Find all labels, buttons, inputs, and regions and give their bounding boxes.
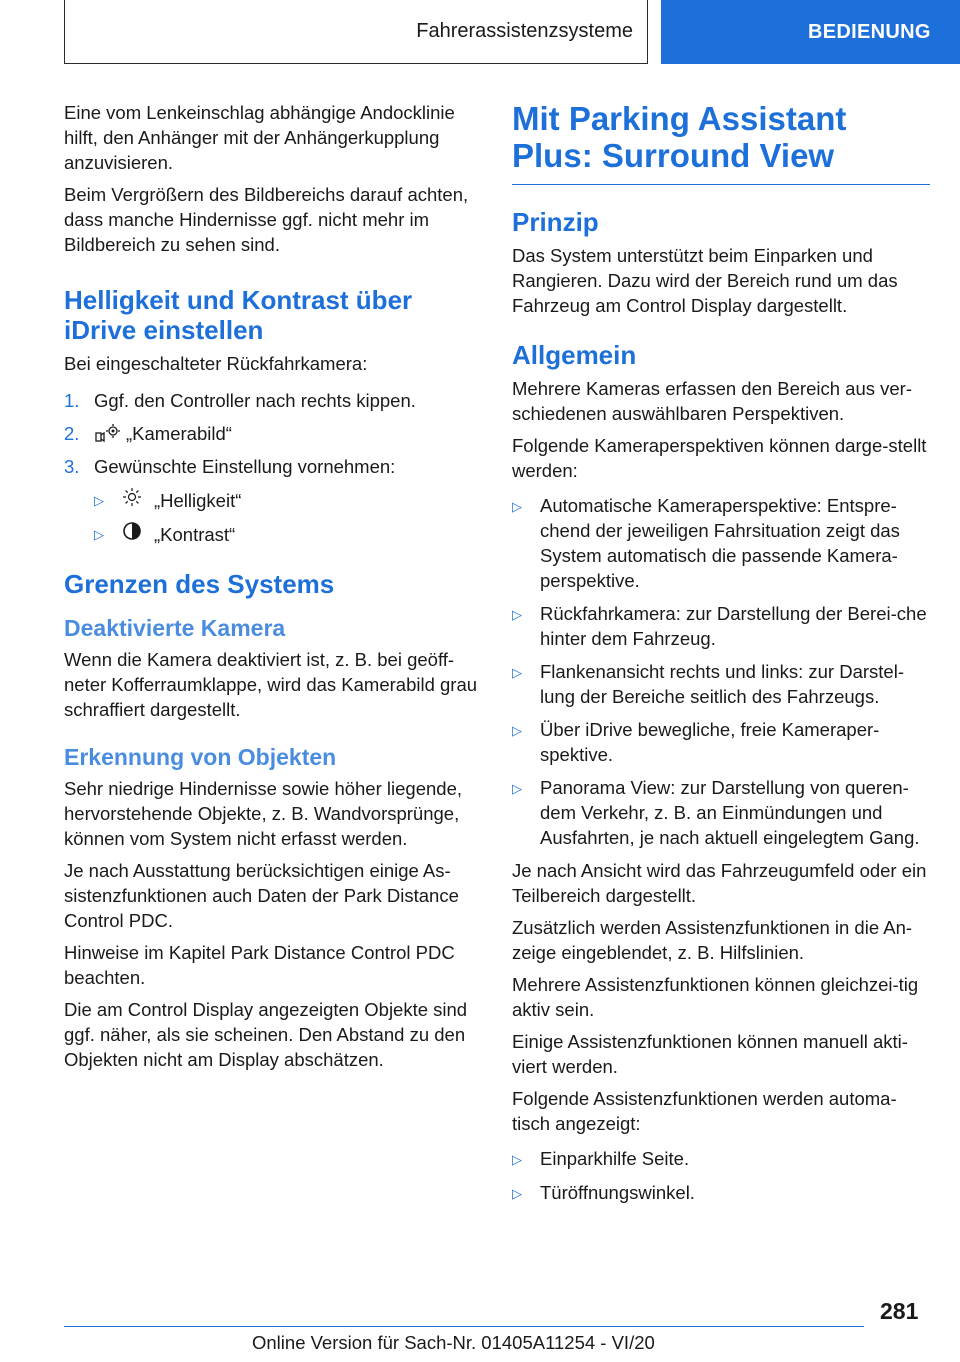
- list-item-text: Panorama View: zur Darstellung von queren-dem Verkehr, z. B. an Einmündungen und Ausfahrten, je nach aktuell eingelegtem Gang.: [540, 777, 920, 848]
- footer-online-version: Online Version für Sach-Nr. 01405A11254 - VI/20: [252, 1332, 655, 1353]
- paragraph: Bei eingeschalteter Rückfahrkamera:: [64, 353, 368, 374]
- right-column: [512, 100, 930, 1214]
- list-item: [64, 421, 484, 446]
- triangle-bullet-icon: ▷: [512, 607, 522, 622]
- paragraph: Die am Control Display angezeigten Objekte sind ggf. näher, als sie scheinen. Den Abstand zu den Objekten nicht am Display abschätzen.: [64, 999, 468, 1070]
- paragraph: Beim Vergrößern des Bildbereichs darauf achten, dass manche Hindernisse ggf. nicht mehr im Bildbereich zu sehen sind.: [64, 184, 469, 255]
- list-item: [64, 388, 484, 413]
- heading-brightness-contrast: Helligkeit und Kontrast über iDrive einstellen: [64, 285, 413, 345]
- triangle-bullet-icon: ▷: [94, 526, 104, 542]
- heading-object-detection: Erkennung von Objekten: [64, 744, 337, 770]
- list-item: [512, 659, 930, 709]
- list-item: [512, 1180, 930, 1206]
- list-item: [512, 1146, 930, 1172]
- list-item: [512, 717, 930, 767]
- step-number: 2.: [64, 423, 80, 444]
- list-item: [94, 487, 484, 513]
- header-section-title: Fahrerassistenzsysteme: [416, 20, 633, 42]
- contrast-icon: [122, 521, 154, 547]
- list-item-text: Türöffnungswinkel.: [540, 1182, 695, 1203]
- substep-text: „Helligkeit“: [154, 489, 242, 511]
- footer-divider: [64, 1326, 864, 1327]
- paragraph: Das System unterstützt beim Einparken und Rangieren. Dazu wird der Bereich rund um das Fahrzeug am Control Display dargestellt.: [512, 245, 898, 316]
- paragraph: Sehr niedrige Hindernisse sowie höher liegende, hervorstehende Objekte, z. B. Wandvorsprünge, können vom System nicht erfasst werden.: [64, 778, 462, 849]
- substep-text: „Kontrast“: [154, 523, 236, 545]
- list-item: [512, 601, 930, 651]
- paragraph: Zusätzlich werden Assistenzfunktionen in die An-zeige eingeblendet, z. B. Hilfslinien.: [512, 917, 913, 963]
- step-text: „Kamerabild“: [126, 423, 232, 444]
- heading-system-limits: Grenzen des Systems: [64, 569, 335, 599]
- paragraph: Hinweise im Kapitel Park Distance Control PDC beachten.: [64, 942, 455, 988]
- list-item-text: Einparkhilfe Seite.: [540, 1148, 690, 1169]
- brightness-icon: [122, 487, 154, 513]
- paragraph: Eine vom Lenkeinschlag abhängige Andocklinie hilft, den Anhänger mit der Anhängerkupplung anzuvisieren.: [64, 102, 455, 173]
- paragraph: Mehrere Kameras erfassen den Bereich aus ver-schiedenen auswählbaren Perspektiven.: [512, 378, 912, 424]
- paragraph: Folgende Kameraperspektiven können darge-stellt werden:: [512, 435, 927, 481]
- header-chapter-title: BEDIENUNG: [808, 20, 931, 43]
- steps-list: [64, 388, 484, 547]
- paragraph: Je nach Ausstattung berücksichtigen einige As-sistenzfunktionen auch Daten der Park Distance Control PDC.: [64, 860, 459, 931]
- auto-functions-list: [512, 1146, 930, 1206]
- list-item: [512, 775, 930, 850]
- paragraph: Mehrere Assistenzfunktionen können gleichzei-tig aktiv sein.: [512, 974, 919, 1020]
- list-item: [64, 454, 484, 479]
- heading-divider: [512, 184, 930, 185]
- heading-surround-view: Mit Parking Assistant Plus: Surround View: [512, 100, 847, 174]
- perspectives-list: [512, 493, 930, 850]
- camera-image-icon: [94, 421, 126, 446]
- triangle-bullet-icon: ▷: [512, 723, 522, 738]
- list-item: [94, 521, 484, 547]
- triangle-bullet-icon: ▷: [512, 665, 522, 680]
- triangle-bullet-icon: ▷: [512, 1186, 522, 1201]
- triangle-bullet-icon: ▷: [512, 499, 522, 514]
- step-number: 3.: [64, 456, 80, 477]
- list-item-text: Rückfahrkamera: zur Darstellung der Berei-che hinter dem Fahrzeug.: [540, 603, 927, 649]
- left-column: [64, 100, 484, 1079]
- paragraph: Wenn die Kamera deaktiviert ist, z. B. bei geöff-neter Kofferraumklappe, wird das Kamerabild grau schraffiert dargestellt.: [64, 649, 478, 720]
- triangle-bullet-icon: ▷: [512, 1152, 522, 1167]
- paragraph: Folgende Assistenzfunktionen werden automa-tisch angezeigt:: [512, 1088, 897, 1134]
- page-number: 281: [880, 1298, 919, 1324]
- heading-general: Allgemein: [512, 340, 637, 370]
- heading-deactivated-camera: Deaktivierte Kamera: [64, 615, 286, 641]
- step-text: Ggf. den Controller nach rechts kippen.: [94, 390, 416, 411]
- header-chapter: [661, 0, 960, 64]
- heading-principle: Prinzip: [512, 207, 599, 237]
- list-item-text: Über iDrive bewegliche, freie Kameraper-spektive.: [540, 719, 880, 765]
- step-text: Gewünschte Einstellung vornehmen:: [94, 456, 396, 477]
- paragraph: Einige Assistenzfunktionen können manuell akti-viert werden.: [512, 1031, 908, 1077]
- list-item-text: Flankenansicht rechts und links: zur Darstel-lung der Bereiche seitlich des Fahrzeugs.: [540, 661, 904, 707]
- header-section: [64, 0, 648, 64]
- step-number: 1.: [64, 390, 80, 411]
- list-item-text: Automatische Kameraperspektive: Entspre-chend der jeweiligen Fahrsituation zeigt das System automatisch die passende Kamera-perspektive.: [540, 495, 900, 591]
- triangle-bullet-icon: ▷: [94, 492, 104, 508]
- list-item: [512, 493, 930, 593]
- paragraph: Je nach Ansicht wird das Fahrzeugumfeld oder ein Teilbereich dargestellt.: [512, 860, 927, 906]
- triangle-bullet-icon: ▷: [512, 781, 522, 796]
